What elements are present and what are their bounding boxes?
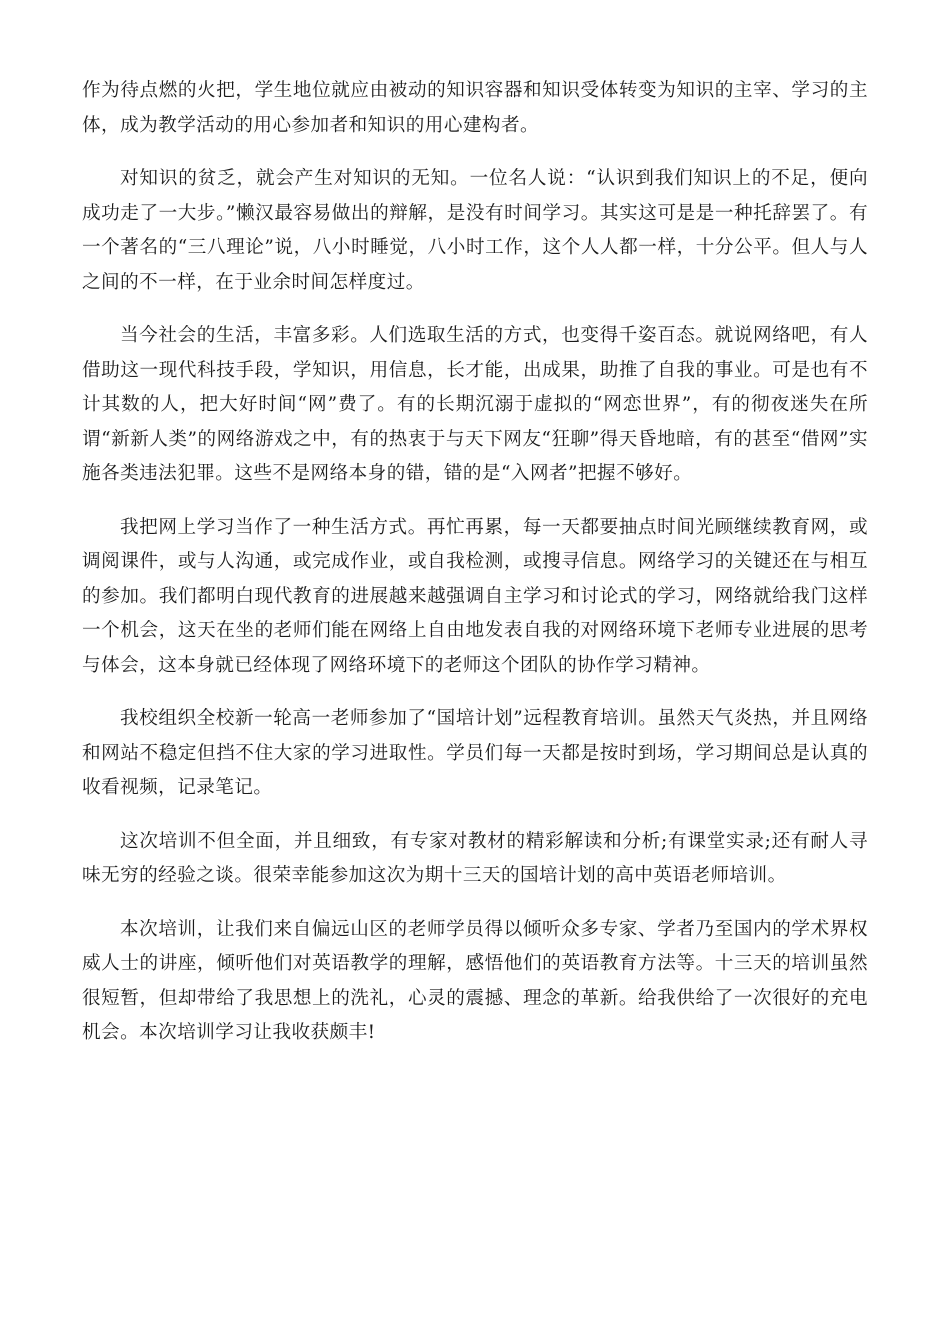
- paragraph-3: 当今社会的生活，丰富多彩。人们选取生活的方式，也变得千姿百态。就说网络吧，有人借助这一现代科技手段，学知识，用信息，长才能，出成果，助推了自我的事业。可是也有不计其数的人，把大好时间“网”费了。有的长期沉溺于虚拟的“网恋世界”，有的彻夜迷失在所谓“新新人类”的网络游戏之中，有的热衷于与天下网友“狂聊”得天昏地暗，有的甚至“借网”实施各类违法犯罪。这些不是网络本身的错，错的是“入网者”把握不够好。: [82, 325, 868, 484]
- paragraph-7: 本次培训，让我们来自偏远山区的老师学员得以倾听众多专家、学者乃至国内的学术界权威人士的讲座，倾听他们对英语教学的理解，感悟他们的英语教育方法等。十三天的培训虽然很短暂，但却带给了我思想上的洗礼，心灵的震撼、理念的革新。给我供给了一次很好的充电机会。本次培训学习让我收获颇丰!: [82, 918, 868, 1043]
- document-page: [82, 74, 868, 1070]
- paragraph-6: 这次培训不但全面，并且细致，有专家对教材的精彩解读和分析;有课堂实录;还有耐人寻味无穷的经验之谈。很荣幸能参加这次为期十三天的国培计划的高中英语老师培训。: [82, 830, 868, 886]
- paragraph-2: 对知识的贫乏，就会产生对知识的无知。一位名人说：“认识到我们知识上的不足，便向成功走了一大步。”懒汉最容易做出的辩解，是没有时间学习。其实这可是是一种托辞罢了。有一个著名的“三八理论”说，八小时睡觉，八小时工作，这个人人都一样，十分公平。但人与人之间的不一样，在于业余时间怎样度过。: [82, 168, 868, 293]
- paragraph-4: 我把网上学习当作了一种生活方式。再忙再累，每一天都要抽点时间光顾继续教育网，或调阅课件，或与人沟通，或完成作业，或自我检测，或搜寻信息。网络学习的关键还在与相互的参加。我们都明白现代教育的进展越来越强调自主学习和讨论式的学习，网络就给我门这样一个机会，这天在坐的老师们能在网络上自由地发表自我的对网络环境下老师专业进展的思考与体会，这本身就已经体现了网络环境下的老师这个团队的协作学习精神。: [82, 516, 868, 676]
- paragraph-1: 作为待点燃的火把，学生地位就应由被动的知识容器和知识受体转变为知识的主宰、学习的主体，成为教学活动的用心参加者和知识的用心建构者。: [82, 80, 868, 136]
- paragraph-5: 我校组织全校新一轮高一老师参加了“国培计划”远程教育培训。虽然天气炎热，并且网络和网站不稳定但挡不住大家的学习进取性。学员们每一天都是按时到场，学习期间总是认真的收看视频，记录笔记。: [82, 708, 868, 798]
